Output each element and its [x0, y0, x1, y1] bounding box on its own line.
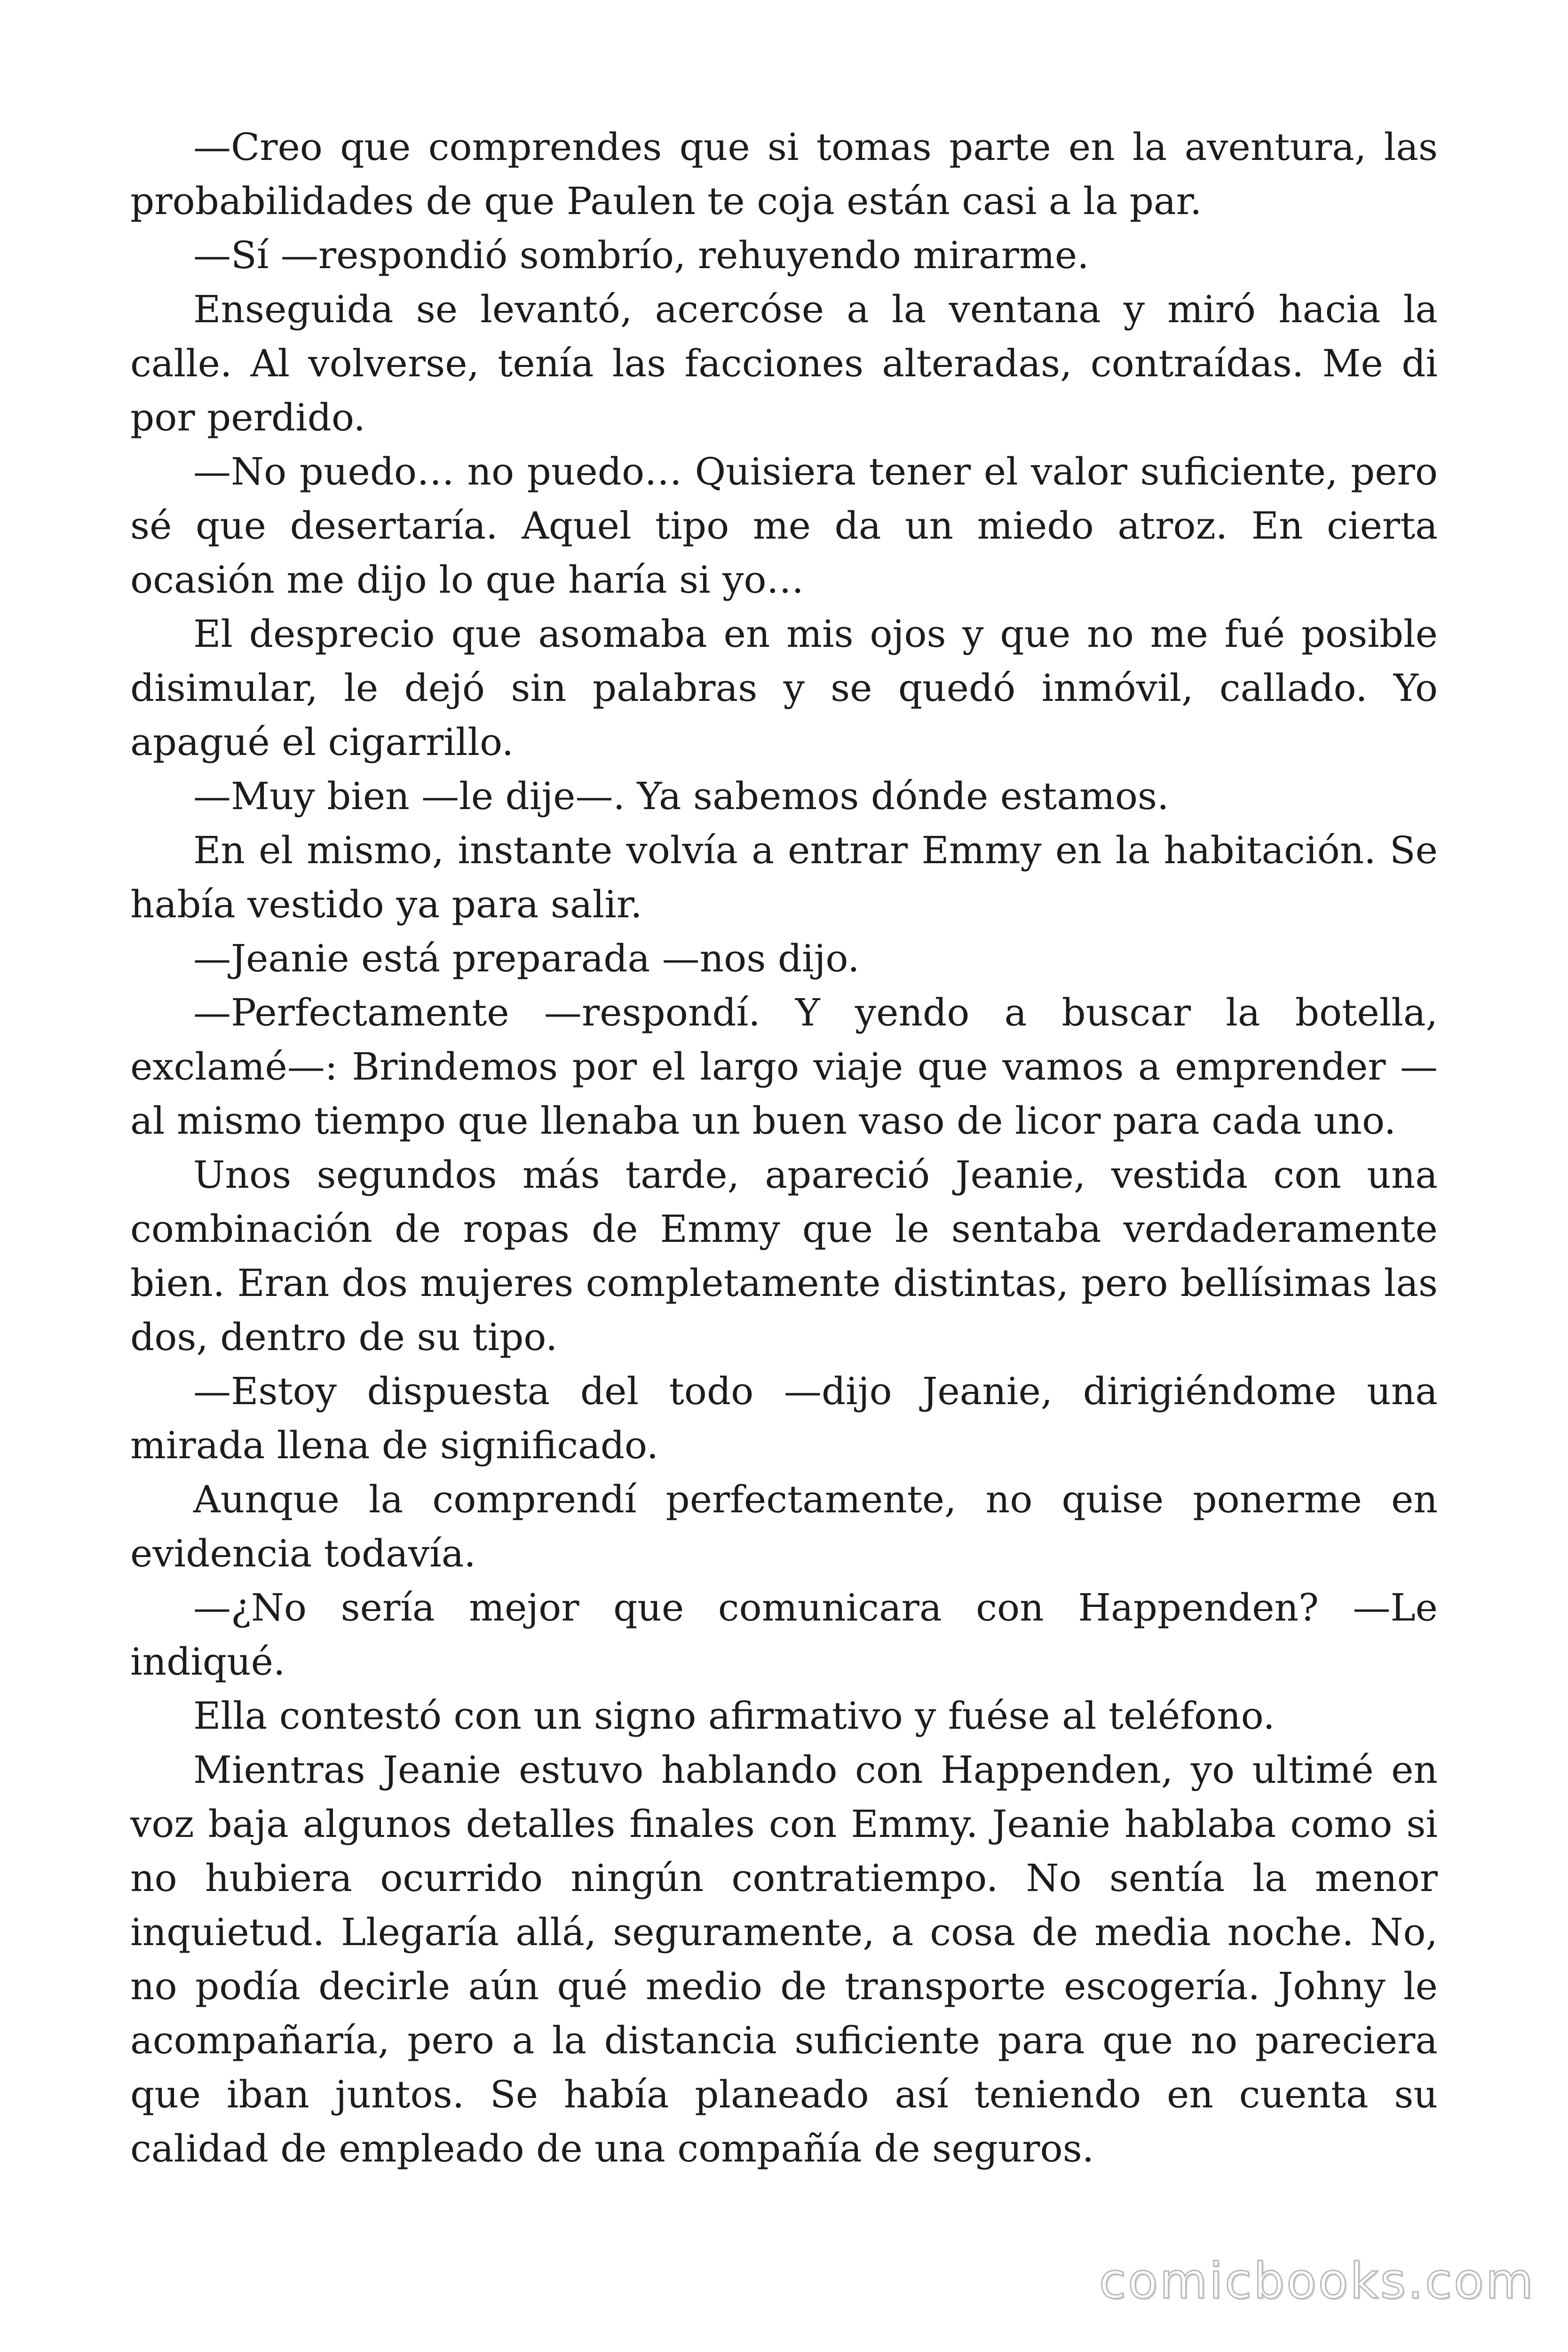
paragraph: Mientras Jeanie estuvo hablando con Happenden, yo ultimé en voz baja algunos detalles finales con Emmy. Jeanie hablaba como si no hubiera ocurrido ningún contratiempo. No sentía la menor inquietud. Llegaría allá, seguramente, a cosa de media noche. No, no podía decirle aún qué medio de transporte escogería. Johny le acompañaría, pero a la distancia suficiente para que no pareciera que iban juntos. Se había planeado así teniendo en cuenta su calidad de empleado de una compañía de seguros. — [130, 1748, 1438, 2170]
paragraph: —Estoy dispuesta del todo —dijo Jeanie, dirigiéndome una mirada llena de significado. — [130, 1369, 1438, 1467]
body-text — [130, 120, 1438, 2176]
paragraph: —Muy bien —le dije—. Ya sabemos dónde estamos. — [193, 774, 1169, 818]
paragraph: —Creo que comprendes que si tomas parte en la aventura, las probabilidades de que Paulen te coja están casi a la par. — [130, 125, 1438, 223]
paragraph: Unos segundos más tarde, apareció Jeanie, vestida con una combinación de ropas de Emmy que le sentaba verdaderamente bien. Eran dos mujeres completamente distintas, pero bellísimas las dos, dentro de su tipo. — [130, 1153, 1438, 1359]
paragraph: —Sí —respondió sombrío, rehuyendo mirarme. — [193, 233, 1089, 277]
paragraph: Enseguida se levantó, acercóse a la ventana y miró hacia la calle. Al volverse, tenía las facciones alteradas, contraídas. Me di por perdido. — [130, 287, 1438, 439]
watermark: comicbooks.com — [1099, 2252, 1535, 2310]
paragraph: En el mismo, instante volvía a entrar Emmy en la habitación. Se había vestido ya para salir. — [130, 828, 1438, 926]
paragraph: El desprecio que asomaba en mis ojos y que no me fué posible disimular, le dejó sin palabras y se quedó inmóvil, callado. Yo apagué el cigarrillo. — [130, 612, 1438, 764]
paragraph: —No puedo… no puedo… Quisiera tener el valor suficiente, pero sé que desertaría. Aquel tipo me da un miedo atroz. En cierta ocasión me dijo lo que haría si yo… — [130, 450, 1438, 602]
paragraph: Ella contestó con un signo afirmativo y fuése al teléfono. — [193, 1694, 1275, 1738]
paragraph: —¿No sería mejor que comunicara con Happenden? —Le indiqué. — [130, 1586, 1438, 1684]
paragraph: —Perfectamente —respondí. Y yendo a buscar la botella, exclamé—: Brindemos por el largo viaje que vamos a emprender — al mismo tiempo que llenaba un buen vaso de licor para cada uno. — [130, 991, 1438, 1143]
paragraph: Aunque la comprendí perfectamente, no quise ponerme en evidencia todavía. — [130, 1478, 1438, 1575]
paragraph: —Jeanie está preparada —nos dijo. — [193, 937, 860, 980]
